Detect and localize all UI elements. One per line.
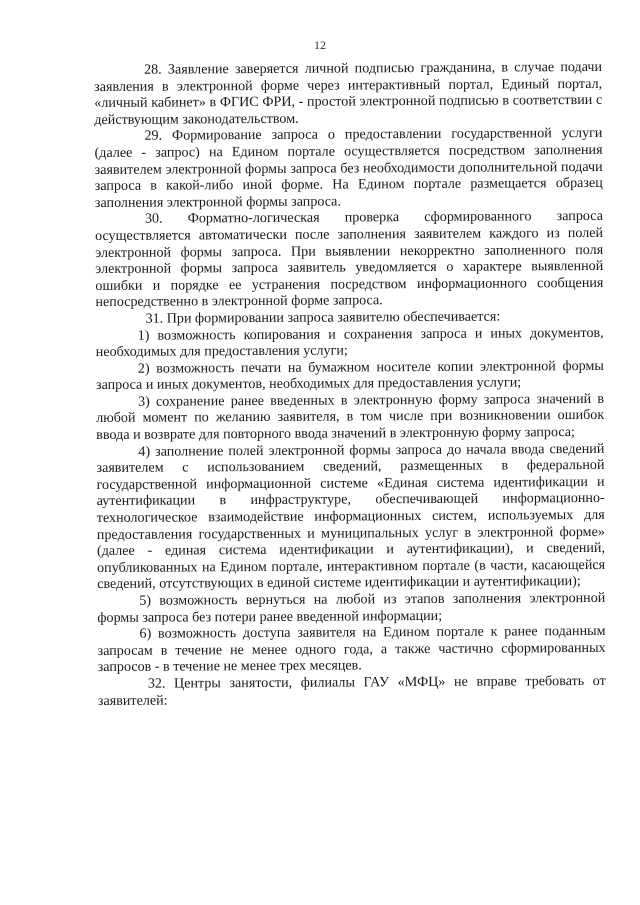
list-item-1: 1) возможность копирования и сохранения запроса и иных документов, необходимых для предоставления услуги; [95, 324, 604, 361]
paragraph-31: 31. При формировании запроса заявителю обеспечивается: [145, 308, 501, 327]
paragraph-30: 30. Форматно-логическая проверка сформированного запроса осуществляется автоматически после заполнения заявителем каждого из полей электронной формы запроса. При выявлении некорректно заполненного поля электронной формы запроса заявитель уведомляется о характере выявленной ошибки и порядке ее устранения посредством информационного сообщения непосредственно в электронной форме запроса. [95, 208, 604, 311]
document-body [94, 59, 606, 709]
list-item-4: 4) заполнение полей электронной формы запроса до начала ввода сведений заявителем с использованием сведений, размещенных в федеральной государственной информационной системе «Единая система идентификации и аутентификации в инфраструктуре, обеспечивающей информационно-технологическое взаимодействие информационных систем, используемых для предоставления государственных и муниципальных услуг в электронной форме» (далее - единая система идентификации и аутентификации), и сведений, опубликованных на Едином портале, интерактивном портале (в части, касающейся сведений, отсутствующих в единой системе идентификации и аутентификации); [96, 440, 606, 593]
list-item-2: 2) возможность печати на бумажном носителе копии электронной формы запроса и иных документов, необходимых для предоставления услуги; [95, 357, 604, 394]
list-item-5: 5) возможность вернуться на любой из этапов заполнения электронной формы запроса без потери ранее введенной информации; [97, 589, 606, 626]
paragraph-32: 32. Центры занятости, филиалы ГАУ «МФЦ» не вправе требовать от заявителей: [97, 672, 606, 709]
list-item-3: 3) сохранение ранее введенных в электронную форму запроса значений в любой момент по желанию заявителя, в том числе при возникновении ошибок ввода и возврате для повторного ввода значений в электронную форму запроса; [96, 390, 605, 444]
page-number: 12 [314, 38, 326, 52]
paragraph-28: 28. Заявление заверяется личной подписью гражданина, в случае подачи заявления в электронной форме через интерактивный портал, Единый портал, «личный кабинет» в ФГИС ФРИ, - простой электронной подписью в соответствии с действующим законодательством. [94, 58, 603, 128]
paragraph-29: 29. Формирование запроса о предоставлении государственной услуги (далее - запрос) на Едином портале осуществляется посредством заполнения заявителем электронной формы запроса без необходимости дополнительной подачи запроса в какой-либо иной форме. На Едином портале размещается образец заполнения электронной формы запроса. [94, 125, 603, 211]
list-item-6: 6) возможность доступа заявителя на Едином портале к ранее поданным запросам в течение не менее одного года, а также частично сформированных запросов - в течение не менее трех месяцев. [97, 623, 606, 676]
